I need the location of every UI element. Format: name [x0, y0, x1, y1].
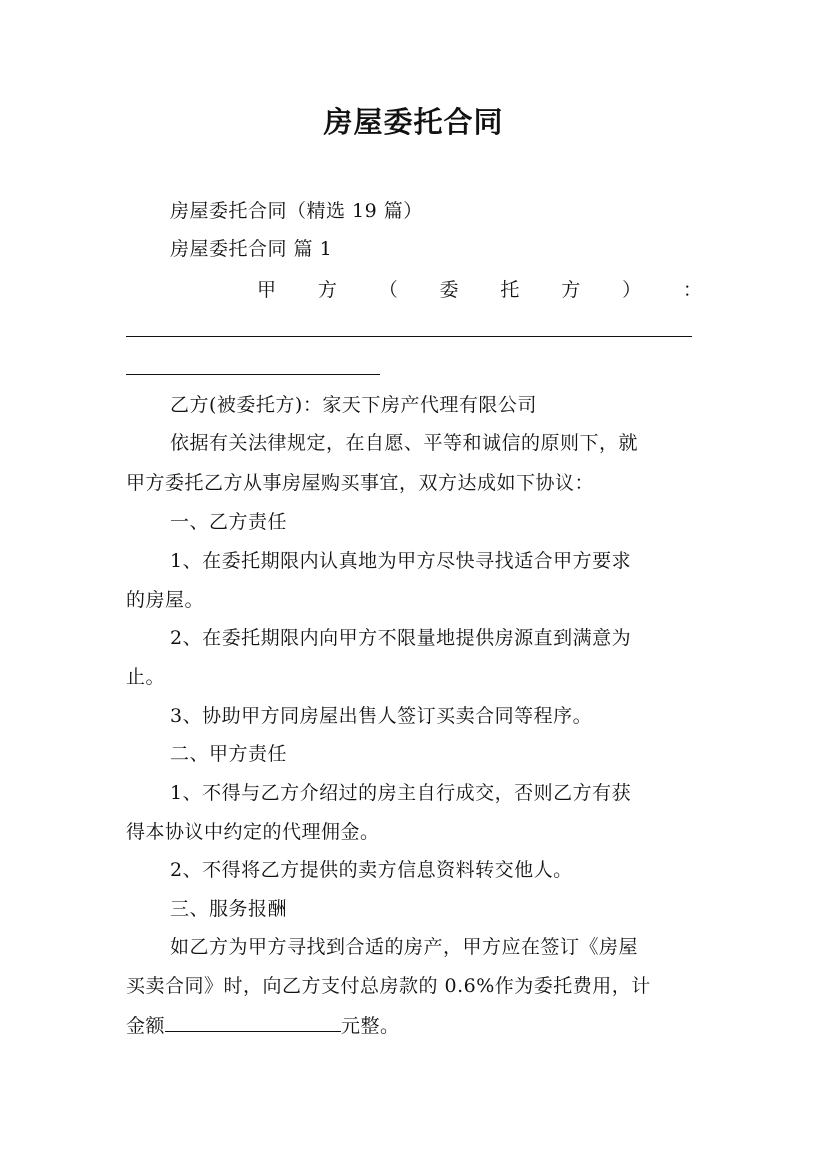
clause-line: 1、在委托期限内认真地为甲方尽快寻找适合甲方要求: [170, 550, 632, 572]
clause-line: 如乙方为甲方寻找到合适的房产，甲方应在签订《房屋: [170, 936, 639, 958]
clause-line: 的房屋。: [126, 589, 205, 611]
party-a-blank-line: [126, 336, 692, 337]
document-subtitle: 房屋委托合同（精选 19 篇）: [170, 200, 423, 222]
clause-line: 3、协助甲方同房屋出售人签订买卖合同等程序。: [170, 705, 593, 727]
section-2-heading: 二、甲方责任: [170, 743, 288, 765]
clause-line: 2、不得将乙方提供的卖方信息资料转交他人。: [170, 859, 573, 881]
clause-line: 止。: [126, 666, 166, 688]
clause-line: 2、在委托期限内向甲方不限量地提供房源直到满意为: [170, 627, 632, 649]
party-a-label: [257, 275, 702, 305]
section-heading: 房屋委托合同 篇 1: [170, 238, 333, 260]
section-1-heading: 一、乙方责任: [170, 511, 288, 533]
document-title: 房屋委托合同: [323, 105, 504, 139]
party-a-char: 方: [561, 279, 581, 301]
party-a-char: 委: [439, 279, 459, 301]
amount-blank[interactable]: [165, 1010, 341, 1032]
intro-paragraph-line: 依据有关法律规定，在自愿、平等和诚信的原则下，就: [170, 432, 639, 454]
amount-line: [126, 1010, 702, 1041]
party-a-char: ：: [682, 279, 702, 301]
intro-paragraph-line: 甲方委托乙方从事房屋购买事宜，双方达成如下协议：: [126, 472, 595, 494]
party-a-char: 托: [500, 279, 520, 301]
clause-line: 买卖合同》时，向乙方支付总房款的 0.6%作为委托费用，计: [126, 975, 651, 997]
clause-line: 1、不得与乙方介绍过的房主自行成交，否则乙方有获: [170, 782, 632, 804]
party-a-char: 甲: [257, 279, 277, 301]
party-a-char: （: [378, 279, 398, 301]
clause-line: 得本协议中约定的代理佣金。: [126, 821, 380, 843]
party-a-char: ）: [622, 279, 642, 301]
party-a-char: 方: [317, 279, 337, 301]
amount-suffix: 元整。: [341, 1015, 400, 1037]
amount-label: 金额: [126, 1015, 166, 1037]
section-3-heading: 三、服务报酬: [170, 898, 288, 920]
party-b: 乙方(被委托方)：家天下房产代理有限公司: [170, 394, 537, 416]
party-a-blank-line-continued: [126, 374, 380, 375]
